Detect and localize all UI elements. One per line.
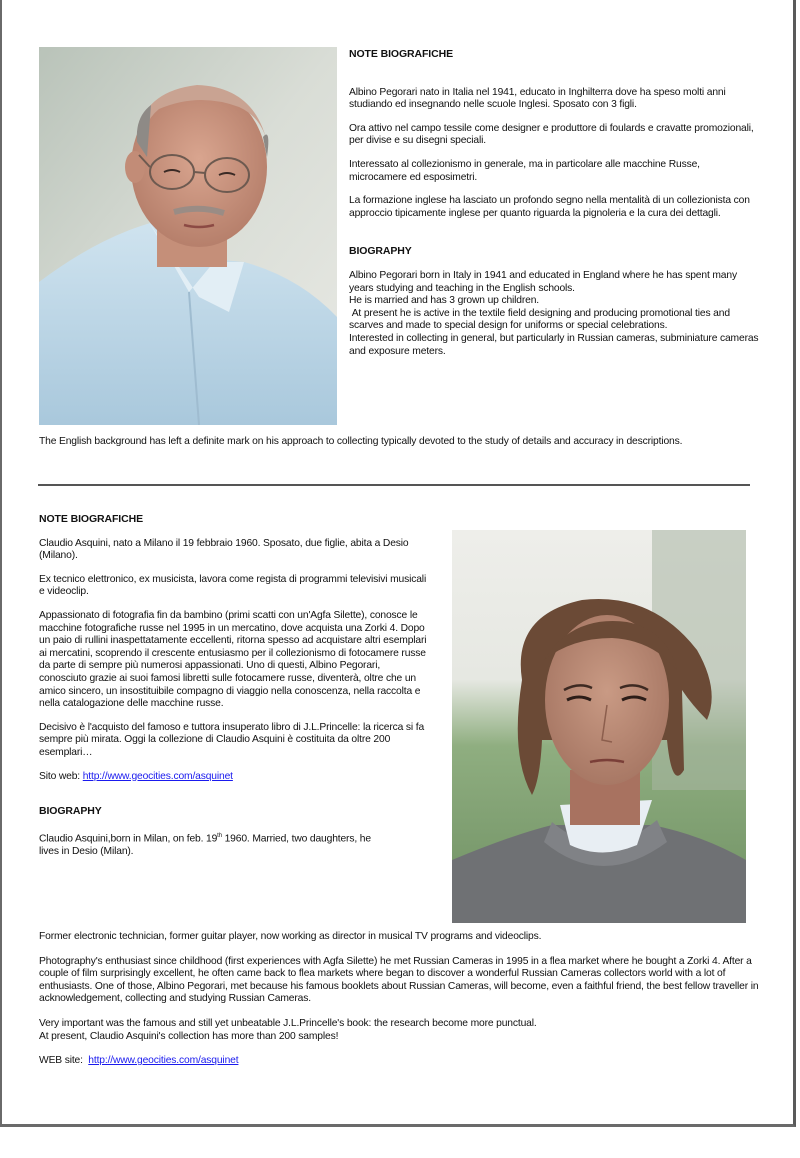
bio-paragraph: Ora attivo nel campo tessile come designer e produttore di foulards e cravatte promozionali, per divise e su disegni speciali.	[349, 122, 754, 147]
born-superscript: th	[217, 832, 222, 839]
section1-heading-italian: NOTE BIOGRAFICHE	[349, 48, 453, 60]
bio-paragraph: Appassionato di fotografia fin da bambino (primi scatti con un'Agfa Silette), conosce le macchine fotografiche russe nel 1995 in un mercatino, dove acquista una Zorki 4. Dopo un paio di rullini inaspettatamente eccellenti, ritorna spesso ad acquistare altri esemplari ai mercatini, scoprendo il crescente entusiasmo per il collezionismo di fotocamere russe da parte di sempre più numerosi appassionati. Uno di questi, Albino Pegorari, conosciuto grazie ai suoi famosi libretti sulle fotocamere russe, diventerà, oltre che un amico sincero, un insostituibile compagno di viaggio nella conoscenza, nella raccolta e nella catalogazione delle macchine russe.	[39, 609, 427, 710]
section2-heading-italian: NOTE BIOGRAFICHE	[39, 513, 143, 525]
bio-line: At present, Claudio Asquini's collection has more than 200 samples!	[39, 1030, 339, 1042]
website-label: WEB site:	[39, 1055, 83, 1067]
bio-line: At present he is active in the textile field designing and producing promotional ties and scarves and made to special design for uniforms or special celebrations.	[349, 307, 733, 332]
website-line-italian	[39, 771, 429, 784]
born-text: 1960. Married, two daughters, he lives in Desio (Milan).	[39, 833, 371, 857]
photo-claudio-asquini	[452, 530, 746, 923]
photo-albino-pegorari	[39, 47, 337, 425]
bio-paragraph: Ex tecnico elettronico, ex musicista, lavora come regista di programmi televisivi musicali e videoclip.	[39, 573, 427, 598]
bio-paragraph: Decisivo è l'acquisto del famoso e tuttora insuperato libro di J.L.Princelle: la ricerca si fa sempre più mirata. Oggi la collezione di Claudio Asquini è costituita da oltre 200 esemplari…	[39, 721, 425, 758]
born-text: Claudio Asquini,born in Milan, on feb. 19	[39, 833, 218, 845]
portrait-illustration	[39, 47, 337, 425]
bio-line: Very important was the famous and still yet unbeatable J.L.Princelle's book: the research become more punctual.	[39, 1017, 537, 1029]
bio-paragraph-born	[39, 830, 379, 859]
section2-italian-bio	[39, 513, 429, 869]
bio-paragraph: Claudio Asquini, nato a Milano il 19 febbraio 1960. Sposato, due figlie, abita a Desio (Milano).	[39, 537, 409, 562]
section2-heading-english: BIOGRAPHY	[39, 805, 102, 818]
bio-line: Albino Pegorari born in Italy in 1941 and educated in England where he has spent many years studying and teaching in the English schools.	[349, 269, 737, 294]
bio-paragraph: Former electronic technician, former guitar player, now working as director in musical TV programs and videoclips.	[39, 931, 542, 942]
section1-italian-bio	[349, 48, 759, 358]
website-link-english[interactable]: http://www.geocities.com/asquinet	[88, 1055, 239, 1067]
bio-line: Interested in collecting in general, but particularly in Russian cameras, subminiature cameras and exposure meters.	[349, 332, 759, 357]
section1-closing-paragraph: The English background has left a definite mark on his approach to collecting typically devoted to the study of details and accuracy in descriptions.	[39, 436, 683, 447]
section2-english-bio	[39, 931, 759, 1079]
website-line-english	[39, 1055, 759, 1068]
bio-paragraph: Albino Pegorari nato in Italia nel 1941, educato in Inghilterra dove ha speso molti anni studiando ed insegnando nelle scuole Inglesi. Sposato con 3 figli.	[349, 86, 726, 111]
section1-heading-english: BIOGRAPHY	[349, 245, 412, 258]
website-label: Sito web:	[39, 770, 81, 782]
bio-paragraph: Photography's enthusiast since childhood (first experiences with Agfa Silette) he met Russian Cameras in 1995 in a flea market where he bought a Zorki 4. After a couple of film surprisingly excellent, he often came back to flea markets where began to discover a wonderful Russian Cameras collectors world with a lot of enthusiasts. One of those, Albino Pegorari, met because his famous booklets about Russian Cameras, will become, even a faithful friend, the best fellow traveller in acknowledgement, collecting and studying Russian Cameras.	[39, 955, 759, 1005]
portrait-illustration	[452, 530, 746, 923]
bio-line: He is married and has 3 grown up children.	[349, 295, 540, 307]
section-divider	[38, 484, 750, 486]
website-link-italian[interactable]: http://www.geocities.com/asquinet	[82, 770, 233, 782]
bio-paragraph: La formazione inglese ha lasciato un profondo segno nella mentalità di un collezionista con approccio tipicamente inglese per quanto riguarda la pignoleria e la cura dei dettagli.	[349, 195, 750, 219]
bio-paragraph: Interessato al collezionismo in generale, ma in particolare alle macchine Russe, microcamere ed esposimetri.	[349, 158, 700, 183]
